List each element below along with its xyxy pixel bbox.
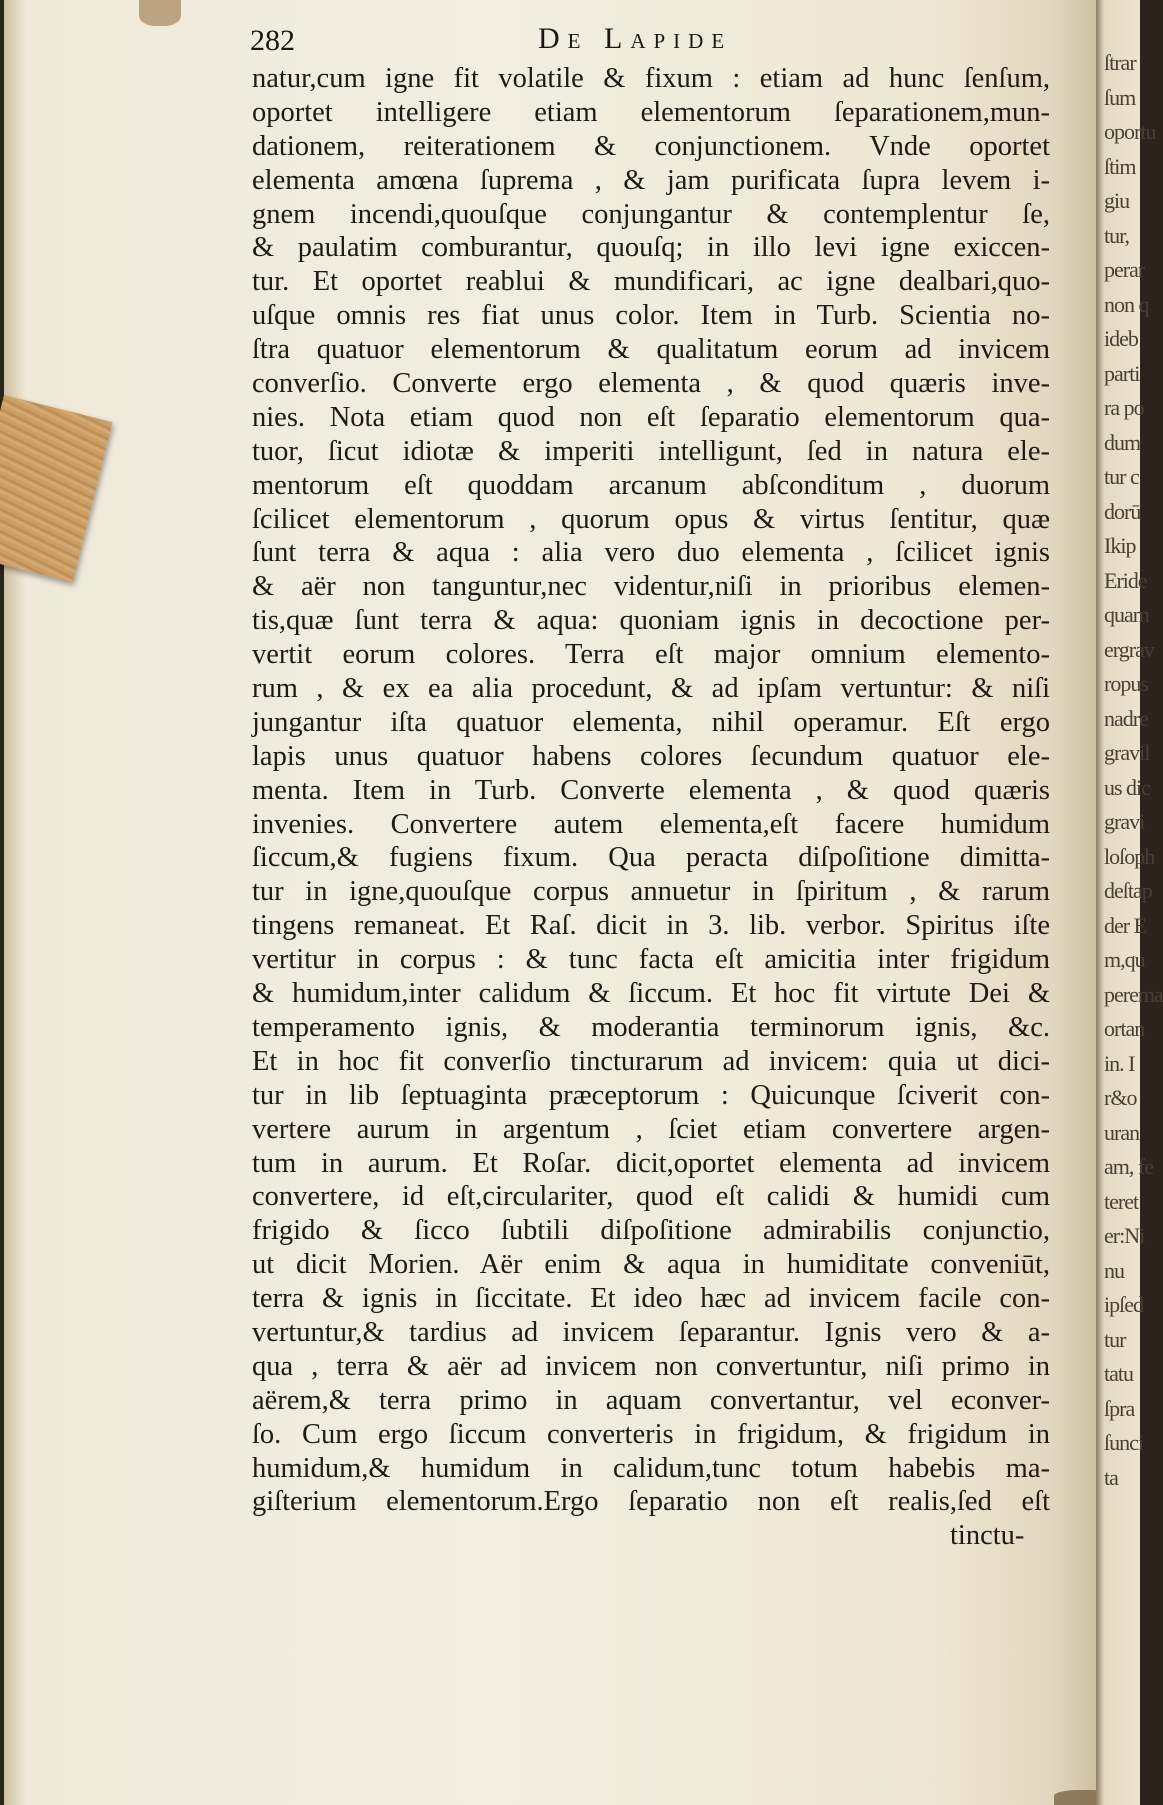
text-line: jungantur iſta quatuor elementa, nihil operamur. Eſt ergo	[252, 706, 1050, 738]
text-line: giſterium elementorum.Ergo ſeparatio non eſt realis,ſed eſt	[252, 1486, 1050, 1518]
facing-page-fragment: giu	[1104, 188, 1130, 213]
facing-page-fragment: in. I	[1104, 1050, 1135, 1076]
text-line: tum in aurum. Et Roſar. dicit,oportet elementa ad invicem	[252, 1147, 1050, 1179]
page-number: 282	[250, 24, 295, 57]
facing-page-fragment: ipſed	[1104, 1292, 1143, 1317]
facing-page-fragment: nu	[1104, 1257, 1124, 1283]
facing-page-fragment: tatu	[1104, 1361, 1133, 1386]
facing-page-fragment: us dic	[1104, 774, 1150, 800]
text-line: temperamento ignis, & moderantia terminorum ignis, &c.	[252, 1011, 1050, 1043]
facing-page-fragment: der E	[1104, 912, 1147, 938]
text-line: natur,cum igne fit volatile & fixum : etiam ad hunc ſenſum,	[252, 63, 1050, 94]
facing-page-fragment: deſtap	[1104, 878, 1152, 903]
text-line: nies. Nota etiam quod non eſt ſeparatio elementorum qua-	[252, 401, 1050, 433]
text-line: tis,quæ ſunt terra & aqua: quoniam ignis in decoctione per-	[252, 605, 1050, 637]
facing-page-fragment: ideb	[1104, 326, 1138, 351]
running-head: De Lapide	[538, 22, 733, 55]
text-line: & aër non tanguntur,nec videntur,niſi in prioribus elemen-	[252, 571, 1050, 603]
paper-bookmark-tab	[0, 395, 113, 582]
text-line: oportet intelligere etiam elementorum ſeparationem,mun-	[252, 96, 1050, 128]
facing-page-fragment: ſtim	[1104, 153, 1136, 179]
facing-page-fragment: ra po	[1104, 395, 1144, 420]
facing-page-fragment: Eride	[1104, 567, 1147, 593]
facing-page-fragment: tur,	[1104, 222, 1130, 248]
text-line: elementa amœna ſuprema , & jam purificata ſupra levem i-	[252, 164, 1050, 196]
text-line: ſo. Cum ergo ſiccum converteris in frigidum, & frigidum in	[252, 1418, 1050, 1450]
facing-page-fragment: oportu	[1104, 119, 1156, 144]
facing-page-fragment: ſum	[1104, 84, 1136, 110]
text-line: & humidum,inter calidum & ſiccum. Et hoc fit virtute Dei &	[252, 978, 1050, 1010]
facing-page-fragment: ſpra	[1104, 1395, 1135, 1421]
text-line: vertit eorum colores. Terra eſt major omnium elemento-	[252, 639, 1050, 671]
facing-page-edge	[1096, 0, 1163, 1805]
page-header	[250, 22, 810, 62]
text-line: vertere aurum in argentum , ſciet etiam convertere argen-	[252, 1113, 1050, 1145]
facing-page-fragment: ortan	[1104, 1016, 1145, 1041]
facing-page-fragment: tur c	[1104, 464, 1139, 489]
text-line: uſque omnis res fiat unus color. Item in Turb. Scientia no-	[252, 300, 1050, 332]
text-line: ſtra quatuor elementorum & qualitatum eorum ad invicem	[252, 334, 1050, 366]
text-line: tur in igne,quouſque corpus annuetur in ſpiritum , & rarum	[252, 876, 1050, 908]
text-line: tingens remaneat. Et Raſ. dicit in 3. lib. verbor. Spiritus iſte	[252, 910, 1050, 942]
text-line: Et in hoc fit converſio tincturarum ad invicem: quia ut dici-	[252, 1045, 1050, 1077]
facing-page-fragment: ſtrar	[1104, 50, 1136, 75]
text-line: rum , & ex ea alia procedunt, & ad ipſam vertuntur: & niſi	[252, 673, 1050, 705]
book-page	[4, 0, 1096, 1805]
facing-page-fragment: perar	[1104, 257, 1145, 282]
facing-page-fragment: gravil	[1104, 740, 1150, 765]
text-line: tur in lib ſeptuaginta præceptorum : Quicunque ſciverit con-	[252, 1079, 1050, 1111]
facing-page-fragment: m,qu	[1104, 947, 1145, 972]
text-line: ſcilicet elementorum , quorum opus & virtus ſentitur, quæ	[252, 503, 1050, 535]
main-text-block	[252, 62, 1050, 1519]
facing-page-fragment: loſoph	[1104, 843, 1155, 869]
facing-page-fragment: r&o	[1104, 1085, 1137, 1110]
facing-page-fragment: uran	[1104, 1119, 1140, 1145]
text-line: aërem,& terra primo in aquam convertantur, vel econver-	[252, 1384, 1050, 1416]
text-line: converſio. Converte ergo elementa , & quod quæris inve-	[252, 368, 1050, 400]
facing-page-fragment: gravi	[1104, 809, 1145, 834]
facing-page-fragment: ſunci	[1104, 1430, 1143, 1455]
text-line: mentorum eſt quoddam arcanum abſconditum , duorum	[252, 469, 1050, 501]
facing-page-fragment: nadre	[1104, 705, 1148, 731]
text-line: & paulatim comburantur, quouſq; in illo levi igne exiccen-	[252, 232, 1050, 264]
facing-page-fragment: teret	[1104, 1188, 1139, 1214]
facing-page-fragment: non q	[1104, 291, 1149, 317]
facing-page-fragment: parti	[1104, 360, 1140, 386]
text-line: ſunt terra & aqua : alia vero duo elementa , ſcilicet ignis	[252, 537, 1050, 569]
paper-stain-top	[139, 0, 181, 26]
text-line: humidum,& humidum in calidum,tunc totum habebis ma-	[252, 1452, 1050, 1484]
facing-page-fragment: dum	[1104, 429, 1141, 455]
text-line: convertere, id eſt,circulariter, quod eſt calidi & humidi cum	[252, 1181, 1050, 1213]
text-line: vertuntur,& tardius ad invicem ſeparantur. Ignis vero & a-	[252, 1316, 1050, 1348]
catchword: tinctu-	[950, 1520, 1025, 1551]
facing-page-fragment: am, fe	[1104, 1154, 1153, 1179]
facing-page-fragment: quam	[1104, 602, 1149, 627]
facing-page-fragment: perema	[1104, 981, 1163, 1007]
text-line: frigido & ſicco ſubtili diſpoſitione admirabilis conjunctio,	[252, 1215, 1050, 1247]
facing-page-fragment: ergrav	[1104, 636, 1154, 662]
facing-page-fragment: Ikip	[1104, 533, 1136, 558]
text-line: terra & ignis in ſiccitate. Et ideo hæc ad invicem facile con-	[252, 1283, 1050, 1315]
facing-page-fragment: ropus	[1104, 671, 1148, 696]
facing-page-fragment: tur	[1104, 1326, 1126, 1352]
text-line: vertitur in corpus : & tunc facta eſt amicitia inter frigidum	[252, 944, 1050, 976]
text-line: ſiccum,& fugiens fixum. Qua peracta diſpoſitione dimitta-	[252, 842, 1050, 874]
text-line: tuor, ſicut idiotæ & imperiti intelligunt, ſed in natura ele-	[252, 435, 1050, 467]
facing-page-fragment: ta	[1104, 1464, 1118, 1490]
text-line: ut dicit Morien. Aër enim & aqua in humiditate conveniūt,	[252, 1249, 1050, 1281]
facing-page-fragment: dorū	[1104, 498, 1141, 524]
text-line: menta. Item in Turb. Converte elementa , & quod quæris	[252, 774, 1050, 806]
text-line: qua , terra & aër ad invicem non convertuntur, niſi primo in	[252, 1350, 1050, 1382]
text-line: lapis unus quatuor habens colores ſecundum quatuor ele-	[252, 740, 1050, 772]
text-line: tur. Et oportet reablui & mundificari, ac igne dealbari,quo-	[252, 266, 1050, 298]
facing-page-fragment: er:Ni	[1104, 1223, 1145, 1248]
text-line: dationem, reiterationem & conjunctionem. Vnde oportet	[252, 130, 1050, 162]
text-line: gnem incendi,quouſque conjungantur & contemplentur ſe,	[252, 198, 1050, 230]
text-line: invenies. Convertere autem elementa,eſt facere humidum	[252, 808, 1050, 840]
